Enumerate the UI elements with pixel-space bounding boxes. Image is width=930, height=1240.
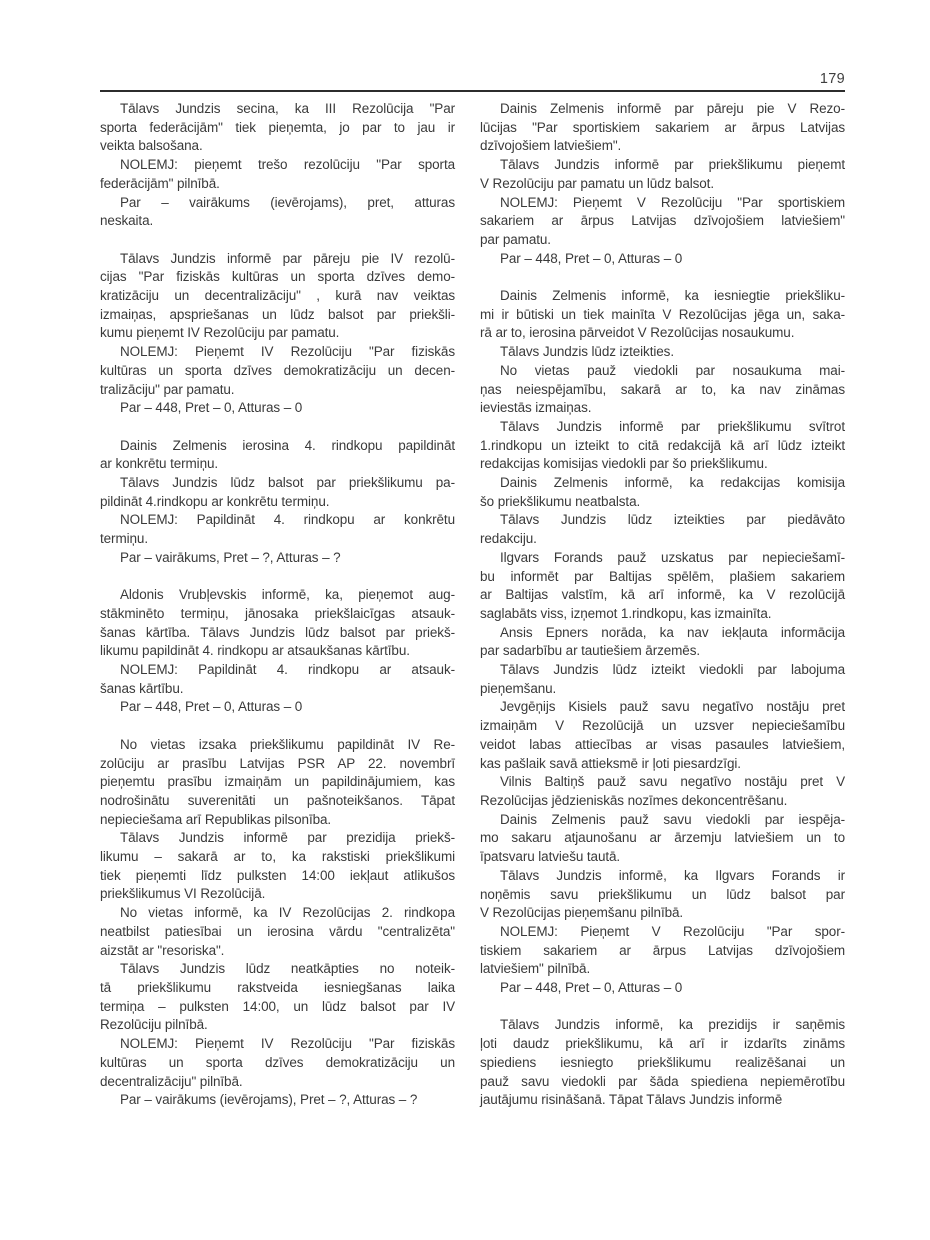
column-left [100,100,455,1110]
text-line: aizstāt ar "resoriska". [100,942,225,958]
text-columns [100,100,845,1110]
text-line: nepieciešama arī Republikas pilsonība. [100,811,332,827]
text-line: Tālavs Jundzis lūdz neatkāpties no noteik- [120,961,455,977]
text-line: Tālavs Jundzis informē par pāreju pie IV rezolū- [120,250,455,266]
text-line: NOLEMJ: Pieņemt IV Rezolūciju "Par fiziskās [120,1036,455,1052]
text-line: veikta balsošana. [100,138,203,154]
text-line: ieviestās izmaiņas. [480,400,592,416]
text-line: redakciju. [480,531,537,547]
text-line: cijas "Par fiziskās kultūras un sporta dzīves demo- [100,269,455,285]
text-line: NOLEMJ: pieņemt trešo rezolūciju "Par sporta [120,157,455,173]
text-line: veidot labas attiecības ar visas pasaules latviešiem, [480,736,845,752]
text-line: latviešiem" pilnībā. [480,961,591,977]
paragraph [100,586,455,661]
paragraph [100,511,455,548]
paragraph [480,250,845,269]
text-line: Rezolūcijas jēdzieniskās nozīmes dekoncentrēšanu. [480,793,788,808]
text-line: spiediens iesniegto priekšlikumu realizēšanai un [480,1054,845,1070]
text-line: ar konkrētu termiņu. [100,456,219,472]
paragraph [480,624,845,661]
paragraph [480,156,845,193]
text-line: redakcijas komisijas viedokli par šo priekšlikumu. [480,456,768,472]
text-line: Tālavs Jundzis informē par priekšlikumu svītrot [500,418,845,434]
text-line: NOLEMJ: Papildināt 4. rindkopu ar atsauk- [120,662,455,678]
text-line: Vilnis Baltiņš pauž savu negatīvo nostāju pret V [500,774,845,790]
paragraph [480,867,845,923]
text-line: izmaiņas, apspriešanas un lūdz balsot par priekšli- [100,306,455,322]
text-line: pieņemtu prasību izmaiņām un papildinājumiem, kas [100,774,455,790]
text-line: Rezolūciju pilnībā. [100,1017,208,1033]
text-line: pildināt 4.rindkopu ar konkrētu termiņu. [100,493,330,509]
paragraph [100,829,455,904]
text-line: Tālavs Jundzis lūdz izteikties. [500,344,674,360]
paragraph [100,698,455,717]
paragraph [100,343,455,399]
text-line: decentralizāciju" pilnībā. [100,1073,243,1089]
text-line: Dainis Zelmenis ierosina 4. rindkopu papildināt [120,437,455,453]
text-line: jautājumu risināšanā. Tāpat Tālavs Jundzis informē [480,1092,783,1108]
paragraph [480,811,845,867]
text-line: No vietas informē, ka IV Rezolūcijas 2. rindkopa [120,905,455,921]
paragraph [480,698,845,773]
text-line: Dainis Zelmenis informē, ka redakcijas komisija [500,475,845,491]
paragraph [100,960,455,1035]
paragraph [100,474,455,511]
text-line: termiņu. [100,531,148,547]
text-line: NOLEMJ: Papildināt 4. rindkopu ar konkrētu [120,512,455,528]
text-line: rā ar to, ierosina pārveidot V Rezolūcijas nosaukumu. [480,325,795,341]
text-line: Dainis Zelmenis informē par pāreju pie V Rezo- [500,101,845,116]
paragraph [480,979,845,998]
text-line: par pamatu. [480,231,551,247]
text-line: tralizāciju" par pamatu. [100,381,235,397]
text-line: priekšlikumus VI Rezolūcijā. [100,886,266,902]
text-line: īpatsvaru latviešu tautā. [480,849,621,865]
text-line: tiek pieņemti līdz pulksten 14:00 iekļaut atlikušos [100,867,455,883]
text-line: likumu – sakarā ar to, ka rakstiski priekšlikumi [100,849,455,865]
paragraph [480,418,845,474]
text-line: No vietas izsaka priekšlikumu papildināt IV Re- [120,736,455,752]
text-line: šanas kārtība. Tālavs Jundzis lūdz balsot par priekš- [100,624,455,640]
text-line: likumu papildināt 4. rindkopu ar atsaukšanas kārtību. [100,643,410,659]
paragraph [480,100,845,156]
paragraph [100,399,455,418]
text-line: Par – 448, Pret – 0, Atturas – 0 [120,699,303,715]
text-line: mo sakaru atjaunošanu ar ārzemju latviešiem un to [480,830,845,846]
text-line: Tālavs Jundzis lūdz izteikt viedokli par labojuma [500,662,845,678]
paragraph [100,250,455,344]
text-line: NOLEMJ: Pieņemt V Rezolūciju "Par sportiskiem [500,194,845,210]
text-line: tiskiem sakariem ar ārpus Latvijas dzīvojošiem [480,942,845,958]
text-line: Ilgvars Forands pauž uzskatus par nepieciešamī- [500,549,845,565]
text-line: kumu pieņemt IV Rezolūciju par pamatu. [100,325,340,341]
paragraph [480,287,845,343]
text-line: No vietas pauž viedokli par nosaukuma mai- [500,362,845,378]
text-line: ļoti daudz priekšlikumu, kā arī ir izdarīts zināms [480,1036,845,1052]
text-line: Dainis Zelmenis informē, ka iesniegtie priekšliku- [500,288,845,304]
paragraph [480,923,845,979]
paragraph [480,773,845,810]
text-line: nodrošinātu suverenitāti un pašnoteikšanos. Tāpat [100,792,455,808]
text-line: Ansis Epners norāda, ka nav iekļauta informācija [500,624,845,640]
text-line: Jevgēņijs Kisiels pauž savu negatīvo nostāju pret [500,699,845,715]
paragraph [480,343,845,362]
page-number: 179 [819,71,845,87]
text-line: Tālavs Jundzis lūdz izteikties par piedāvāto [500,512,845,528]
text-line: Aldonis Vrubļevskis informē, ka, pieņemot aug- [120,587,455,603]
text-line: ņas neiespējamību, sakarā ar to, ka nav zināmas [480,381,845,397]
text-line: pauž savu viedokli par šāda spiediena nepiemērotību [480,1073,845,1089]
paragraph [480,661,845,698]
paragraph [100,661,455,698]
paragraph [480,194,845,250]
column-right [480,100,845,1110]
text-line: Tālavs Jundzis informē, ka Ilgvars Forands ir [500,867,845,883]
text-line: bu informēt par Baltijas spēlēm, plašiem sakariem [480,568,845,584]
text-line: Par – vairākums (ievērojams), Pret – ?, Atturas – ? [120,1092,418,1108]
text-line: kultūras un sporta dzīves demokratizāciju un decen- [100,362,455,378]
text-line: stākminēto termiņu, jānosaka priekšlaicīgas atsauk- [100,605,455,621]
text-line: mi ir būtiski un tiek mainīta V Rezolūcijas jēga un, saka- [480,306,845,322]
paragraph [100,904,455,960]
text-line: ar Baltijas valstīm, kā arī informē, ka V rezolūcijā [480,587,845,603]
text-line: neskaita. [100,213,154,229]
text-line: federācijām" pilnībā. [100,175,220,191]
text-line: šo priekšlikumu neatbalsta. [480,493,641,509]
paragraph [100,194,455,231]
text-line: V Rezolūciju par pamatu un lūdz balsot. [480,175,714,191]
paragraph [480,474,845,511]
text-line: kratizāciju un decentralizāciju" , kurā nav veiktas [100,288,455,304]
text-line: Par – 448, Pret – 0, Atturas – 0 [500,250,683,266]
paragraph [100,549,455,568]
paragraph [480,362,845,418]
text-line: sakariem ar ārpus Latvijas dzīvojošiem latviešiem" [480,213,845,229]
paragraph [100,100,455,156]
text-line: Dainis Zelmenis pauž savu viedokli par iespēja- [500,811,845,827]
text-line: Par – 448, Pret – 0, Atturas – 0 [120,400,303,416]
text-line: neatbilst patiesībai un ierosina vārdu "centralizēta" [100,923,455,939]
text-line: termiņa – pulksten 14:00, un lūdz balsot par IV [100,998,455,1014]
header-rule [100,90,845,92]
text-line: Tālavs Jundzis informē par priekšlikumu pieņemt [500,157,845,173]
text-line: izmaiņām V Rezolūcijā un uzsver nepieciešamību [480,718,845,734]
paragraph [480,549,845,624]
text-line: NOLEMJ: Pieņemt V Rezolūciju "Par spor- [500,923,845,939]
text-line: NOLEMJ: Pieņemt IV Rezolūciju "Par fiziskās [120,344,455,360]
text-line: šanas kārtību. [100,680,184,696]
text-line: noņēmis savu priekšlikumu un lūdz balsot par [480,886,845,902]
text-line: tā priekšlikumu rakstveida iesniegšanas laika [100,979,455,995]
text-line: Tālavs Jundzis informē, ka prezidijs ir saņēmis [500,1017,845,1033]
paragraph [100,1035,455,1091]
paragraph [100,156,455,193]
paragraph [100,736,455,830]
text-line: Par – vairākums (ievērojams), pret, atturas [120,194,455,210]
text-line: Tālavs Jundzis secina, ka III Rezolūcija "Par [120,101,455,116]
text-line: V Rezolūcijas pieņemšanu pilnībā. [480,905,684,921]
text-line: sporta federācijām" tiek pieņemta, jo par to jau ir [100,119,455,135]
text-line: saglabāts viss, izņemot 1.rindkopu, kas izmainīta. [480,605,772,621]
text-line: zolūciju ar prasību Latvijas PSR AP 22. novembrī [100,755,455,771]
text-line: kas pašlaik savā attieksmē ir ļoti piesardzīgi. [480,755,741,771]
paragraph [100,437,455,474]
paragraph [480,511,845,548]
text-line: 1.rindkopu un izteikt to citā redakcijā kā arī lūdz izteikt [480,437,845,453]
text-line: par sadarbību ar tautiešiem ārzemēs. [480,643,701,659]
text-line: Tālavs Jundzis informē par prezidija priekš- [120,830,455,846]
text-line: Tālavs Jundzis lūdz balsot par priekšlikumu pa- [120,475,455,491]
text-line: Par – vairākums, Pret – ?, Atturas – ? [120,549,341,565]
text-line: kultūras un sporta dzīves demokratizāciju un [100,1054,455,1070]
text-line: dzīvojošiem latviešiem". [480,138,622,154]
text-line: pieņemšanu. [480,680,557,696]
paragraph [100,1091,455,1110]
paragraph [480,1016,845,1110]
text-line: Par – 448, Pret – 0, Atturas – 0 [500,980,683,996]
text-line: lūcijas "Par sportiskiem sakariem ar ārpus Latvijas [480,119,845,135]
